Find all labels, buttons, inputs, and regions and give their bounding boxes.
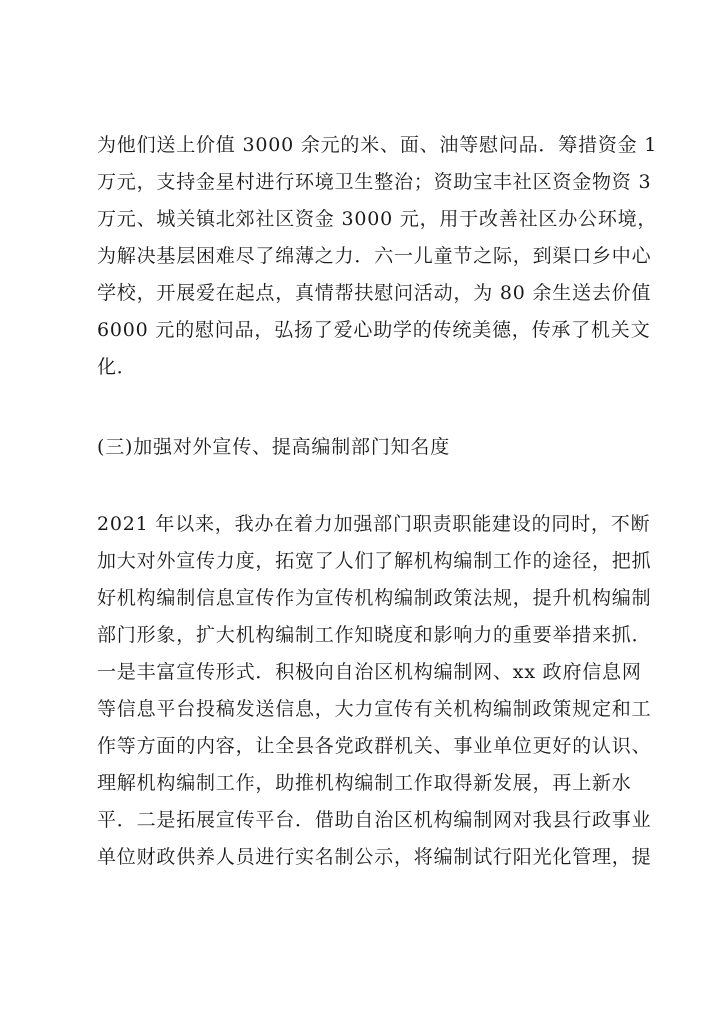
paragraph-2-line: 部门形象，扩大机构编制工作知晓度和影响力的重要举措来抓． [97, 624, 652, 646]
section-heading: (三)加强对外宣传、提高编制部门知名度 [97, 436, 451, 458]
paragraph-2-line: 平．二是拓展宣传平台．借助自治区机构编制网对我县行政事业 [97, 809, 652, 831]
paragraph-1-line: 为解决基层困难尽了绵薄之力．六一儿童节之际，到渠口乡中心 [97, 245, 652, 267]
paragraph-1-line: 化． [97, 356, 137, 378]
paragraph-1-line: 学校，开展爱在起点，真情帮扶慰问活动，为 80 余生送去价值 [97, 282, 652, 304]
paragraph-2-line: 好机构编制信息宣传作为宣传机构编制政策法规，提升机构编制 [97, 587, 652, 609]
paragraph-2-line: 理解机构编制工作，助推机构编制工作取得新发展，再上新水 [97, 772, 632, 794]
paragraph-2-line: 等信息平台投稿发送信息，大力宣传有关机构编制政策规定和工 [97, 698, 652, 720]
paragraph-1-line: 万元，支持金星村进行环境卫生整治；资助宝丰社区资金物资 3 [97, 171, 652, 193]
paragraph-2-line: 一是丰富宣传形式．积极向自治区机构编制网、xx 政府信息网 [97, 661, 642, 683]
paragraph-1-line: 万元、城关镇北郊社区资金 3000 元，用于改善社区办公环境， [97, 208, 658, 230]
paragraph-1-line: 6000 元的慰问品，弘扬了爱心助学的传统美德，传承了机关文 [97, 319, 651, 341]
paragraph-2-line: 加大对外宣传力度，拓宽了人们了解机构编制工作的途径，把抓 [97, 550, 652, 572]
paragraph-1-line: 为他们送上价值 3000 余元的米、面、油等慰问品．筹措资金 1 [97, 134, 658, 156]
paragraph-2-line: 作等方面的内容，让全县各党政群机关、事业单位更好的认识、 [97, 735, 652, 757]
paragraph-2-line: 2021 年以来，我办在着力加强部门职责职能建设的同时，不断 [97, 513, 651, 535]
paragraph-2-line: 单位财政供养人员进行实名制公示，将编制试行阳光化管理，提 [97, 846, 652, 868]
